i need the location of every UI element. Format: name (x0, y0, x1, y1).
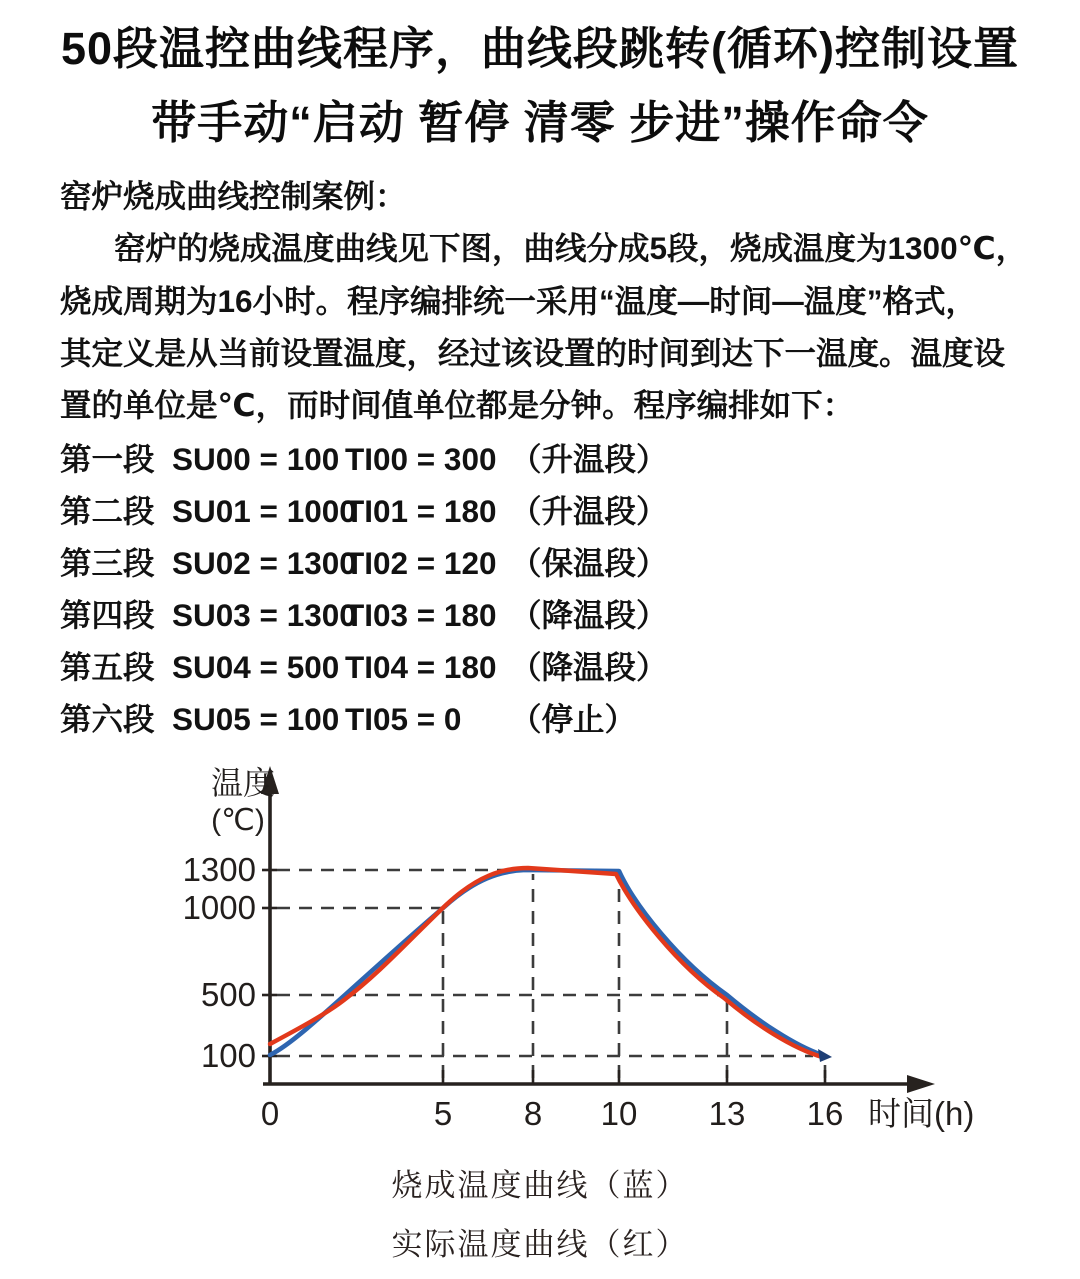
segment-ti: TI02 = 120 (345, 545, 497, 581)
segment-seq: 第四段 (60, 597, 155, 633)
segment-seq: 第一段 (60, 441, 155, 477)
segment-ti: TI04 = 180 (345, 649, 497, 685)
segment-phase: （停止） (510, 701, 637, 737)
curve-end-arrow-icon (818, 1049, 832, 1062)
paragraph-line: 窑炉的烧成温度曲线见下图，曲线分成5段，烧成温度为1300℃， (114, 230, 1028, 267)
y-label-1000: 1000 (182, 889, 256, 926)
segment-su: SU01 = 1000 (172, 493, 357, 529)
x-label-5: 5 (433, 1095, 453, 1132)
segment-phase: （升温段） (510, 493, 668, 529)
x-axis-title: 时间(h) (868, 1095, 975, 1132)
paragraph-line: 烧成周期为16小时。程序编排统一采用“温度—时间—温度”格式， (60, 282, 978, 319)
segment-seq: 第二段 (60, 493, 155, 529)
x-label-13: 13 (708, 1095, 746, 1132)
legend-blue-curve: 烧成温度曲线（蓝） (391, 1168, 689, 1203)
chart-legend (0, 1156, 1080, 1274)
segment-row (60, 485, 1030, 537)
segment-su: SU05 = 100 (172, 701, 340, 737)
case-heading: 窑炉烧成曲线控制案例： (60, 178, 407, 214)
title-line-2: 带手动“启动 暂停 清零 步进”操作命令 (151, 97, 929, 148)
segment-phase: （升温段） (510, 441, 668, 477)
y-axis-title-line2: (℃) (211, 804, 265, 837)
segment-phase: （降温段） (510, 649, 668, 685)
actual-temperature-curve (270, 868, 822, 1057)
segment-seq: 第五段 (60, 649, 155, 685)
segment-su: SU02 = 1300 (172, 545, 357, 581)
segment-su: SU04 = 500 (172, 649, 340, 685)
segment-ti: TI05 = 0 (345, 701, 462, 737)
segment-phase: （保温段） (510, 545, 668, 581)
x-tick-labels (261, 1095, 844, 1132)
paragraph-line: 其定义是从当前设置温度，经过该设置的时间到达下一温度。温度设 (60, 334, 1006, 371)
segment-ti: TI03 = 180 (345, 597, 497, 633)
x-label-0: 0 (260, 1095, 280, 1132)
tick-marks (262, 870, 825, 1084)
segment-phase: （降温段） (510, 597, 668, 633)
paragraph-line: 置的单位是℃，而时间值单位都是分钟。程序编排如下： (60, 387, 855, 424)
title-line-1: 50段温控曲线程序，曲线段跳转(循环)控制设置 (60, 23, 1020, 74)
segment-row (60, 693, 1030, 745)
segment-su: SU03 = 1300 (172, 597, 357, 633)
segment-su: SU00 = 100 (172, 441, 340, 477)
x-label-16: 16 (806, 1095, 844, 1132)
y-label-1300: 1300 (182, 851, 256, 888)
legend-red-curve: 实际温度曲线（红） (391, 1227, 689, 1262)
segment-row (60, 537, 1030, 589)
segment-row (60, 589, 1030, 641)
segment-ti: TI00 = 300 (345, 441, 497, 477)
axes (263, 790, 910, 1084)
y-tick-labels (183, 851, 256, 1074)
page-title (0, 12, 1080, 160)
y-label-100: 100 (200, 1037, 256, 1074)
case-description (60, 170, 1030, 431)
program-segments (60, 433, 1030, 745)
firing-curve-chart (150, 748, 1030, 1140)
x-label-10: 10 (600, 1095, 638, 1132)
segment-row (60, 641, 1030, 693)
horizontal-gridlines (277, 870, 813, 1056)
segment-seq: 第三段 (60, 545, 155, 581)
y-label-500: 500 (200, 976, 256, 1013)
segment-seq: 第六段 (60, 701, 155, 737)
segment-ti: TI01 = 180 (345, 493, 497, 529)
chart-canvas (150, 748, 1030, 1140)
x-axis-arrow-icon (907, 1075, 935, 1093)
x-label-8: 8 (523, 1095, 543, 1132)
segment-row (60, 433, 1030, 485)
y-axis-title-line1: 温度 (210, 765, 276, 801)
set-temperature-curve (270, 870, 822, 1055)
